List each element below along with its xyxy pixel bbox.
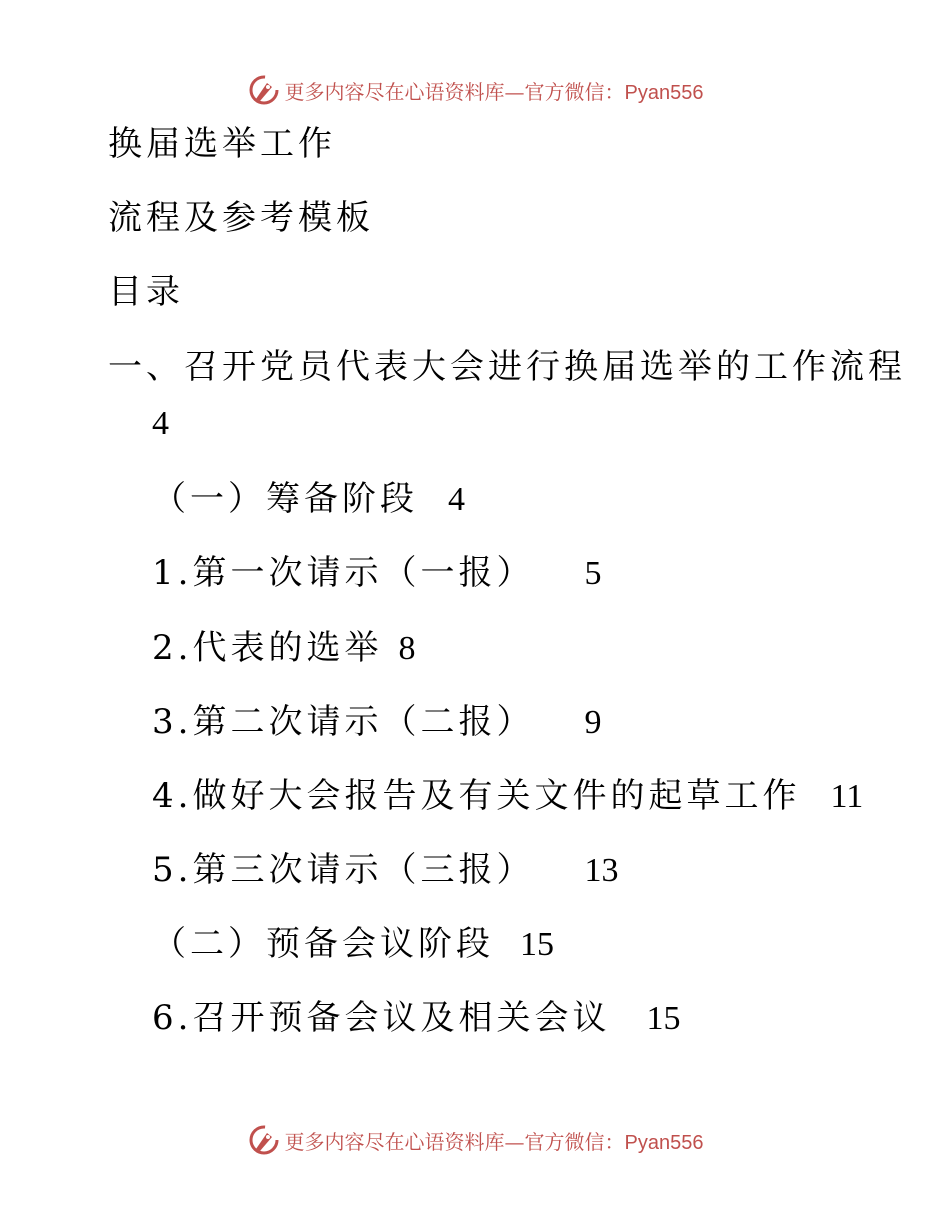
toc-item-text: 6.召开预备会议及相关会议 bbox=[152, 998, 611, 1038]
toc-item-page: 15 bbox=[646, 1000, 681, 1037]
toc-item-5 bbox=[152, 702, 601, 743]
header-watermark bbox=[0, 70, 950, 110]
doc-title-line-1: 换届选举工作 bbox=[108, 124, 336, 164]
watermark-text: 更多内容尽在心语资料库—官方微信：Pyan556 bbox=[284, 1129, 704, 1154]
footer-watermark bbox=[0, 1120, 950, 1160]
toc-item-3 bbox=[152, 553, 601, 594]
toc-item-page: 4 bbox=[448, 481, 465, 518]
toc-item-text: 5.第三次请示（三报） bbox=[152, 850, 535, 890]
toc-item-4 bbox=[152, 628, 415, 669]
toc-item-page: 11 bbox=[830, 778, 864, 815]
toc-item-text: （一）筹备阶段 bbox=[152, 479, 418, 519]
toc-item-page: 13 bbox=[584, 852, 619, 889]
toc-item-text: 2.代表的选举 bbox=[152, 628, 383, 668]
toc-item-2 bbox=[152, 479, 465, 520]
toc-heading: 目录 bbox=[108, 272, 184, 312]
toc-item-text: 1.第一次请示（一报） bbox=[152, 553, 535, 593]
toc-item-page: 9 bbox=[584, 704, 602, 741]
doc-title-line-2: 流程及参考模板 bbox=[108, 198, 374, 238]
toc-item-6 bbox=[152, 776, 863, 817]
toc-item-text: （二）预备会议阶段 bbox=[152, 924, 494, 964]
toc-item-text: 4.做好大会报告及有关文件的起草工作 bbox=[152, 776, 801, 816]
toc-item-8 bbox=[152, 924, 554, 965]
pen-nib-logo-icon bbox=[247, 73, 281, 107]
toc-item-text: 3.第二次请示（二报） bbox=[152, 702, 535, 742]
toc-item-7 bbox=[152, 850, 618, 891]
toc-item-page: 5 bbox=[584, 555, 602, 592]
toc-item-9 bbox=[152, 998, 680, 1039]
toc-item-page: 8 bbox=[398, 630, 416, 667]
toc-item-1-text: 一、召开党员代表大会进行换届选举的工作流程 bbox=[108, 347, 906, 387]
toc-item-page: 15 bbox=[520, 926, 554, 963]
toc-item-1-page: 4 bbox=[152, 405, 169, 442]
watermark-text: 更多内容尽在心语资料库—官方微信：Pyan556 bbox=[284, 79, 704, 104]
pen-nib-logo-icon bbox=[247, 1123, 281, 1157]
